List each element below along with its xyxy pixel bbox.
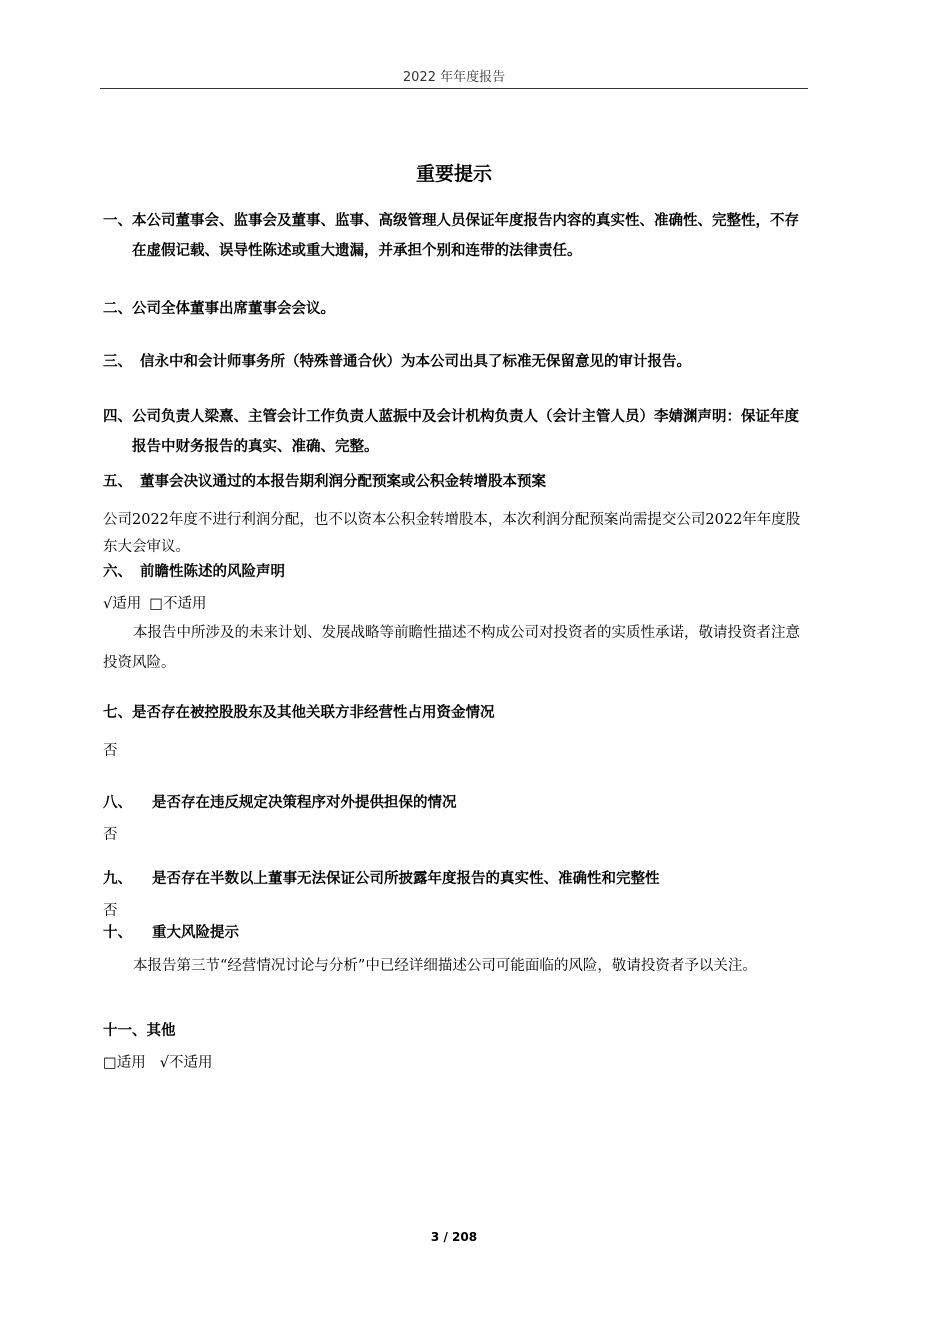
item-2-text: 公司全体董事出席董事会会议。 (132, 301, 335, 317)
item-6-number: 六、 (103, 564, 132, 580)
item-7-answer: 否 (103, 743, 118, 759)
item-3-number: 三、 (103, 354, 132, 370)
item-5-text: 董事会决议通过的本报告期利润分配预案或公积金转增股本预案 (140, 474, 546, 490)
item-10-body: 本报告第三节“经营情况讨论与分析”中已经详细描述公司可能面临的风险，敬请投资者予以关注。 (133, 958, 757, 974)
item-4-text: 公司负责人梁熹、主管会计工作负责人蓝振中及会计机构负责人（会计主管人员）李婧渊声明：保证年度报告中财务报告的真实、准确、完整。 (132, 409, 799, 455)
running-header: 2022 年年度报告 (402, 70, 506, 85)
item-3-text: 信永中和会计师事务所（特殊普通合伙）为本公司出具了标准无保留意见的审计报告。 (140, 354, 691, 370)
item-6-heading (103, 557, 808, 587)
item-8-answer: 否 (103, 827, 118, 843)
item-6-checkboxes (103, 589, 808, 619)
not-applicable-unchecked: □不适用 (149, 596, 207, 612)
item-10-number: 十、 (103, 925, 132, 941)
item-4-number: 四、 (103, 409, 132, 425)
item-3 (103, 347, 808, 377)
item-9-number: 九、 (103, 871, 132, 887)
item-2-number: 二、 (103, 301, 132, 317)
header-divider (100, 88, 808, 89)
applicable-unchecked: □适用 (103, 1055, 146, 1071)
item-10-text: 重大风险提示 (152, 925, 239, 941)
item-9-answer: 否 (103, 903, 118, 919)
item-5-number: 五、 (103, 474, 132, 490)
item-8-text: 是否存在违反规定决策程序对外提供担保的情况 (152, 795, 457, 811)
page-title: 重要提示 (415, 163, 492, 185)
item-9-text: 是否存在半数以上董事无法保证公司所披露年度报告的真实性、准确性和完整性 (152, 871, 660, 887)
item-10-heading (103, 918, 808, 948)
item-1 (103, 206, 808, 266)
item-5-heading (103, 467, 808, 497)
item-1-text: 本公司董事会、监事会及董事、监事、高级管理人员保证年度报告内容的真实性、准确性、完整性，不存在虚假记载、误导性陈述或重大遗漏，并承担个别和连带的法律责任。 (132, 213, 799, 259)
applicable-checked: √适用 (103, 596, 142, 612)
item-2 (103, 294, 808, 324)
item-7-number: 七、 (103, 705, 132, 721)
item-6-body: 本报告中所涉及的未来计划、发展战略等前瞻性描述不构成公司对投资者的实质性承诺，敬请投资者注意投资风险。 (103, 625, 800, 671)
item-11-heading (103, 1016, 808, 1046)
item-8-heading (103, 788, 808, 818)
item-1-number: 一、 (103, 213, 132, 229)
item-11-number: 十一、 (103, 1023, 147, 1039)
item-5-body: 公司2022年度不进行利润分配，也不以资本公积金转增股本，本次利润分配预案尚需提交公司2022年年度股东大会审议。 (103, 512, 801, 555)
item-11-checkboxes (103, 1048, 808, 1078)
page-number: 3 / 208 (430, 1230, 478, 1244)
item-6-text: 前瞻性陈述的风险声明 (140, 564, 285, 580)
item-8-number: 八、 (103, 795, 132, 811)
item-9-heading (103, 864, 808, 894)
item-7-text: 是否存在被控股股东及其他关联方非经营性占用资金情况 (132, 705, 495, 721)
item-11-text: 其他 (146, 1023, 176, 1039)
item-7-heading (103, 698, 808, 728)
not-applicable-checked: √不适用 (159, 1055, 213, 1071)
item-4 (103, 402, 808, 462)
